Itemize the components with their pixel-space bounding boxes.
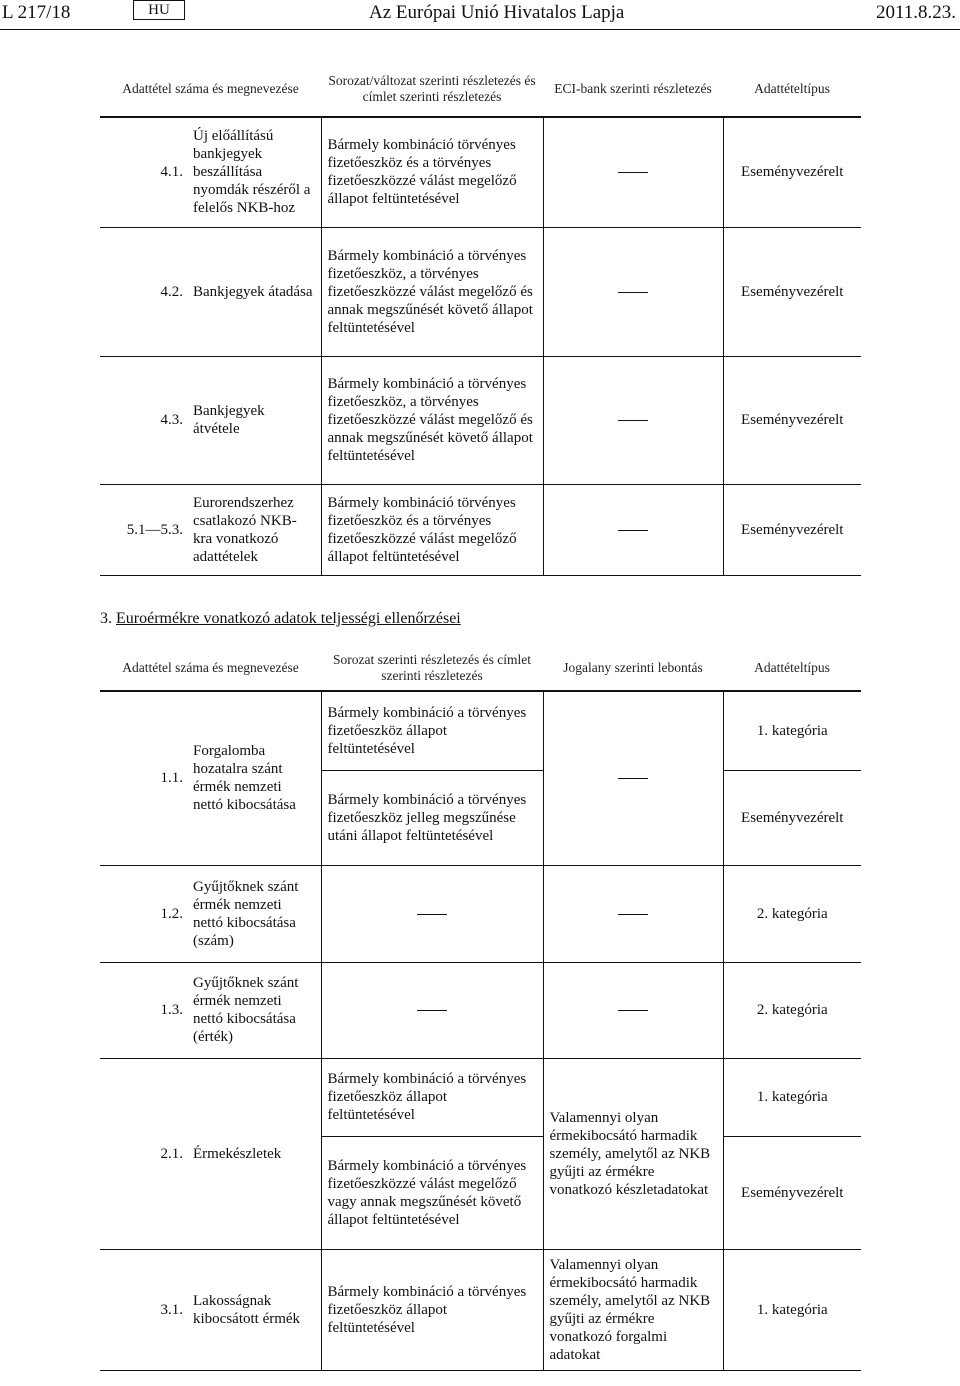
item-number: 2.1. [100, 1058, 187, 1249]
item-breakdown [321, 865, 543, 962]
item-eci [543, 117, 723, 227]
header-rule [0, 29, 960, 30]
item-breakdown: Bármely kombináció törvényes fizetőeszköz és a törvényes fizetőeszközzé válást megelőző állapot feltüntetésével [321, 484, 543, 575]
column-header-breakdown: Sorozat szerinti részletezés és címlet szerinti részletezés [321, 645, 543, 691]
item-number: 1.2. [100, 865, 187, 962]
item-breakdown: Bármely kombináció a törvényes fizetőeszköz állapot feltüntetésével [321, 691, 543, 770]
column-header-breakdown: Sorozat/változat szerinti részletezés és címlet szerinti részletezés [321, 62, 543, 117]
item-type: Eseményvezérelt [723, 770, 861, 865]
item-number: 4.1. [100, 117, 187, 227]
item-type: Eseményvezérelt [723, 356, 861, 484]
item-name: Forgalomba hozatalra szánt érmék nemzeti nettó kibocsátása [187, 691, 321, 865]
banknote-data-table [100, 62, 861, 576]
item-number: 1.1. [100, 691, 187, 865]
item-entity [543, 865, 723, 962]
table-row [100, 356, 861, 484]
dash-mark [618, 1010, 648, 1011]
table-row [100, 865, 861, 962]
euro-coin-data-table [100, 645, 861, 1371]
running-header [0, 0, 960, 30]
item-eci [543, 227, 723, 356]
item-breakdown: Bármely kombináció a törvényes fizetőeszközzé válást megelőző vagy annak megszűnését követő állapot feltüntetésével [321, 1136, 543, 1249]
table-row [100, 691, 861, 770]
table-row [100, 962, 861, 1058]
item-type: Eseményvezérelt [723, 227, 861, 356]
item-breakdown: Bármely kombináció a törvényes fizetőeszköz állapot feltüntetésével [321, 1058, 543, 1136]
item-type: 2. kategória [723, 962, 861, 1058]
item-type: Eseményvezérelt [723, 117, 861, 227]
item-name: Gyűjtőknek szánt érmék nemzeti nettó kibocsátása (érték) [187, 962, 321, 1058]
dash-mark [417, 914, 447, 915]
item-breakdown: Bármely kombináció a törvényes fizetőeszköz, a törvényes fizetőeszközzé válást megelőző és annak megszűnését követő állapot feltüntetésével [321, 227, 543, 356]
item-number: 4.2. [100, 227, 187, 356]
item-number: 3.1. [100, 1249, 187, 1370]
item-entity: Valamennyi olyan érmekibocsátó harmadik személy, amelytől az NKB gyűjti az érmékre vonatkozó forgalmi adatokat [543, 1249, 723, 1370]
item-name: Bankjegyek átvétele [187, 356, 321, 484]
item-type: 2. kategória [723, 865, 861, 962]
journal-title: Az Európai Unió Hivatalos Lapja [369, 2, 625, 23]
language-badge: HU [133, 0, 185, 20]
dash-mark [417, 1010, 447, 1011]
section-number: 3. [100, 610, 112, 627]
item-eci [543, 484, 723, 575]
item-eci [543, 356, 723, 484]
column-header-entity: Jogalany szerinti lebontás [543, 645, 723, 691]
item-breakdown: Bármely kombináció a törvényes fizetőeszköz jelleg megszűnése utáni állapot feltüntetésével [321, 770, 543, 865]
item-breakdown [321, 962, 543, 1058]
dash-mark [618, 530, 648, 531]
item-type: Eseményvezérelt [723, 484, 861, 575]
item-entity: Valamennyi olyan érmekibocsátó harmadik személy, amelytől az NKB gyűjti az érmékre vonatkozó készletadatokat [543, 1058, 723, 1249]
section-title: Euroérmékre vonatkozó adatok teljességi ellenőrzései [116, 610, 461, 627]
item-name: Bankjegyek átadása [187, 227, 321, 356]
item-entity [543, 962, 723, 1058]
item-type: 1. kategória [723, 1249, 861, 1370]
column-header-eci: ECI-bank szerinti részletezés [543, 62, 723, 117]
section-heading [100, 610, 461, 628]
item-type: Eseményvezérelt [723, 1136, 861, 1249]
dash-mark [618, 778, 648, 779]
table-row [100, 227, 861, 356]
item-type: 1. kategória [723, 1058, 861, 1136]
item-number: 1.3. [100, 962, 187, 1058]
dash-mark [618, 172, 648, 173]
item-number: 5.1—5.3. [100, 484, 187, 575]
table-row [100, 1058, 861, 1136]
item-breakdown: Bármely kombináció a törvényes fizetőeszköz, a törvényes fizetőeszközzé válást megelőző és annak megszűnését követő állapot feltüntetésével [321, 356, 543, 484]
table-row [100, 484, 861, 575]
item-name: Új előállítású bankjegyek beszállítása nyomdák részéről a felelős NKB-hoz [187, 117, 321, 227]
column-header-item: Adattétel száma és megnevezése [100, 62, 321, 117]
item-number: 4.3. [100, 356, 187, 484]
item-name: Eurorendszerhez csatlakozó NKB-kra vonatkozó adattételek [187, 484, 321, 575]
item-name: Érmekészletek [187, 1058, 321, 1249]
item-name: Gyűjtőknek szánt érmék nemzeti nettó kibocsátása (szám) [187, 865, 321, 962]
dash-mark [618, 420, 648, 421]
table-row [100, 1249, 861, 1370]
item-breakdown: Bármely kombináció a törvényes fizetőeszköz állapot feltüntetésével [321, 1249, 543, 1370]
column-header-type: Adattételtípus [723, 645, 861, 691]
page-reference: L 217/18 [2, 2, 71, 23]
item-name: Lakosságnak kibocsátott érmék [187, 1249, 321, 1370]
publication-date: 2011.8.23. [875, 2, 956, 23]
item-entity [543, 691, 723, 865]
item-type: 1. kategória [723, 691, 861, 770]
dash-mark [618, 914, 648, 915]
dash-mark [618, 292, 648, 293]
column-header-type: Adattételtípus [723, 62, 861, 117]
column-header-item: Adattétel száma és megnevezése [100, 645, 321, 691]
table-row [100, 117, 861, 227]
item-breakdown: Bármely kombináció törvényes fizetőeszköz és a törvényes fizetőeszközzé válást megelőző állapot feltüntetésével [321, 117, 543, 227]
